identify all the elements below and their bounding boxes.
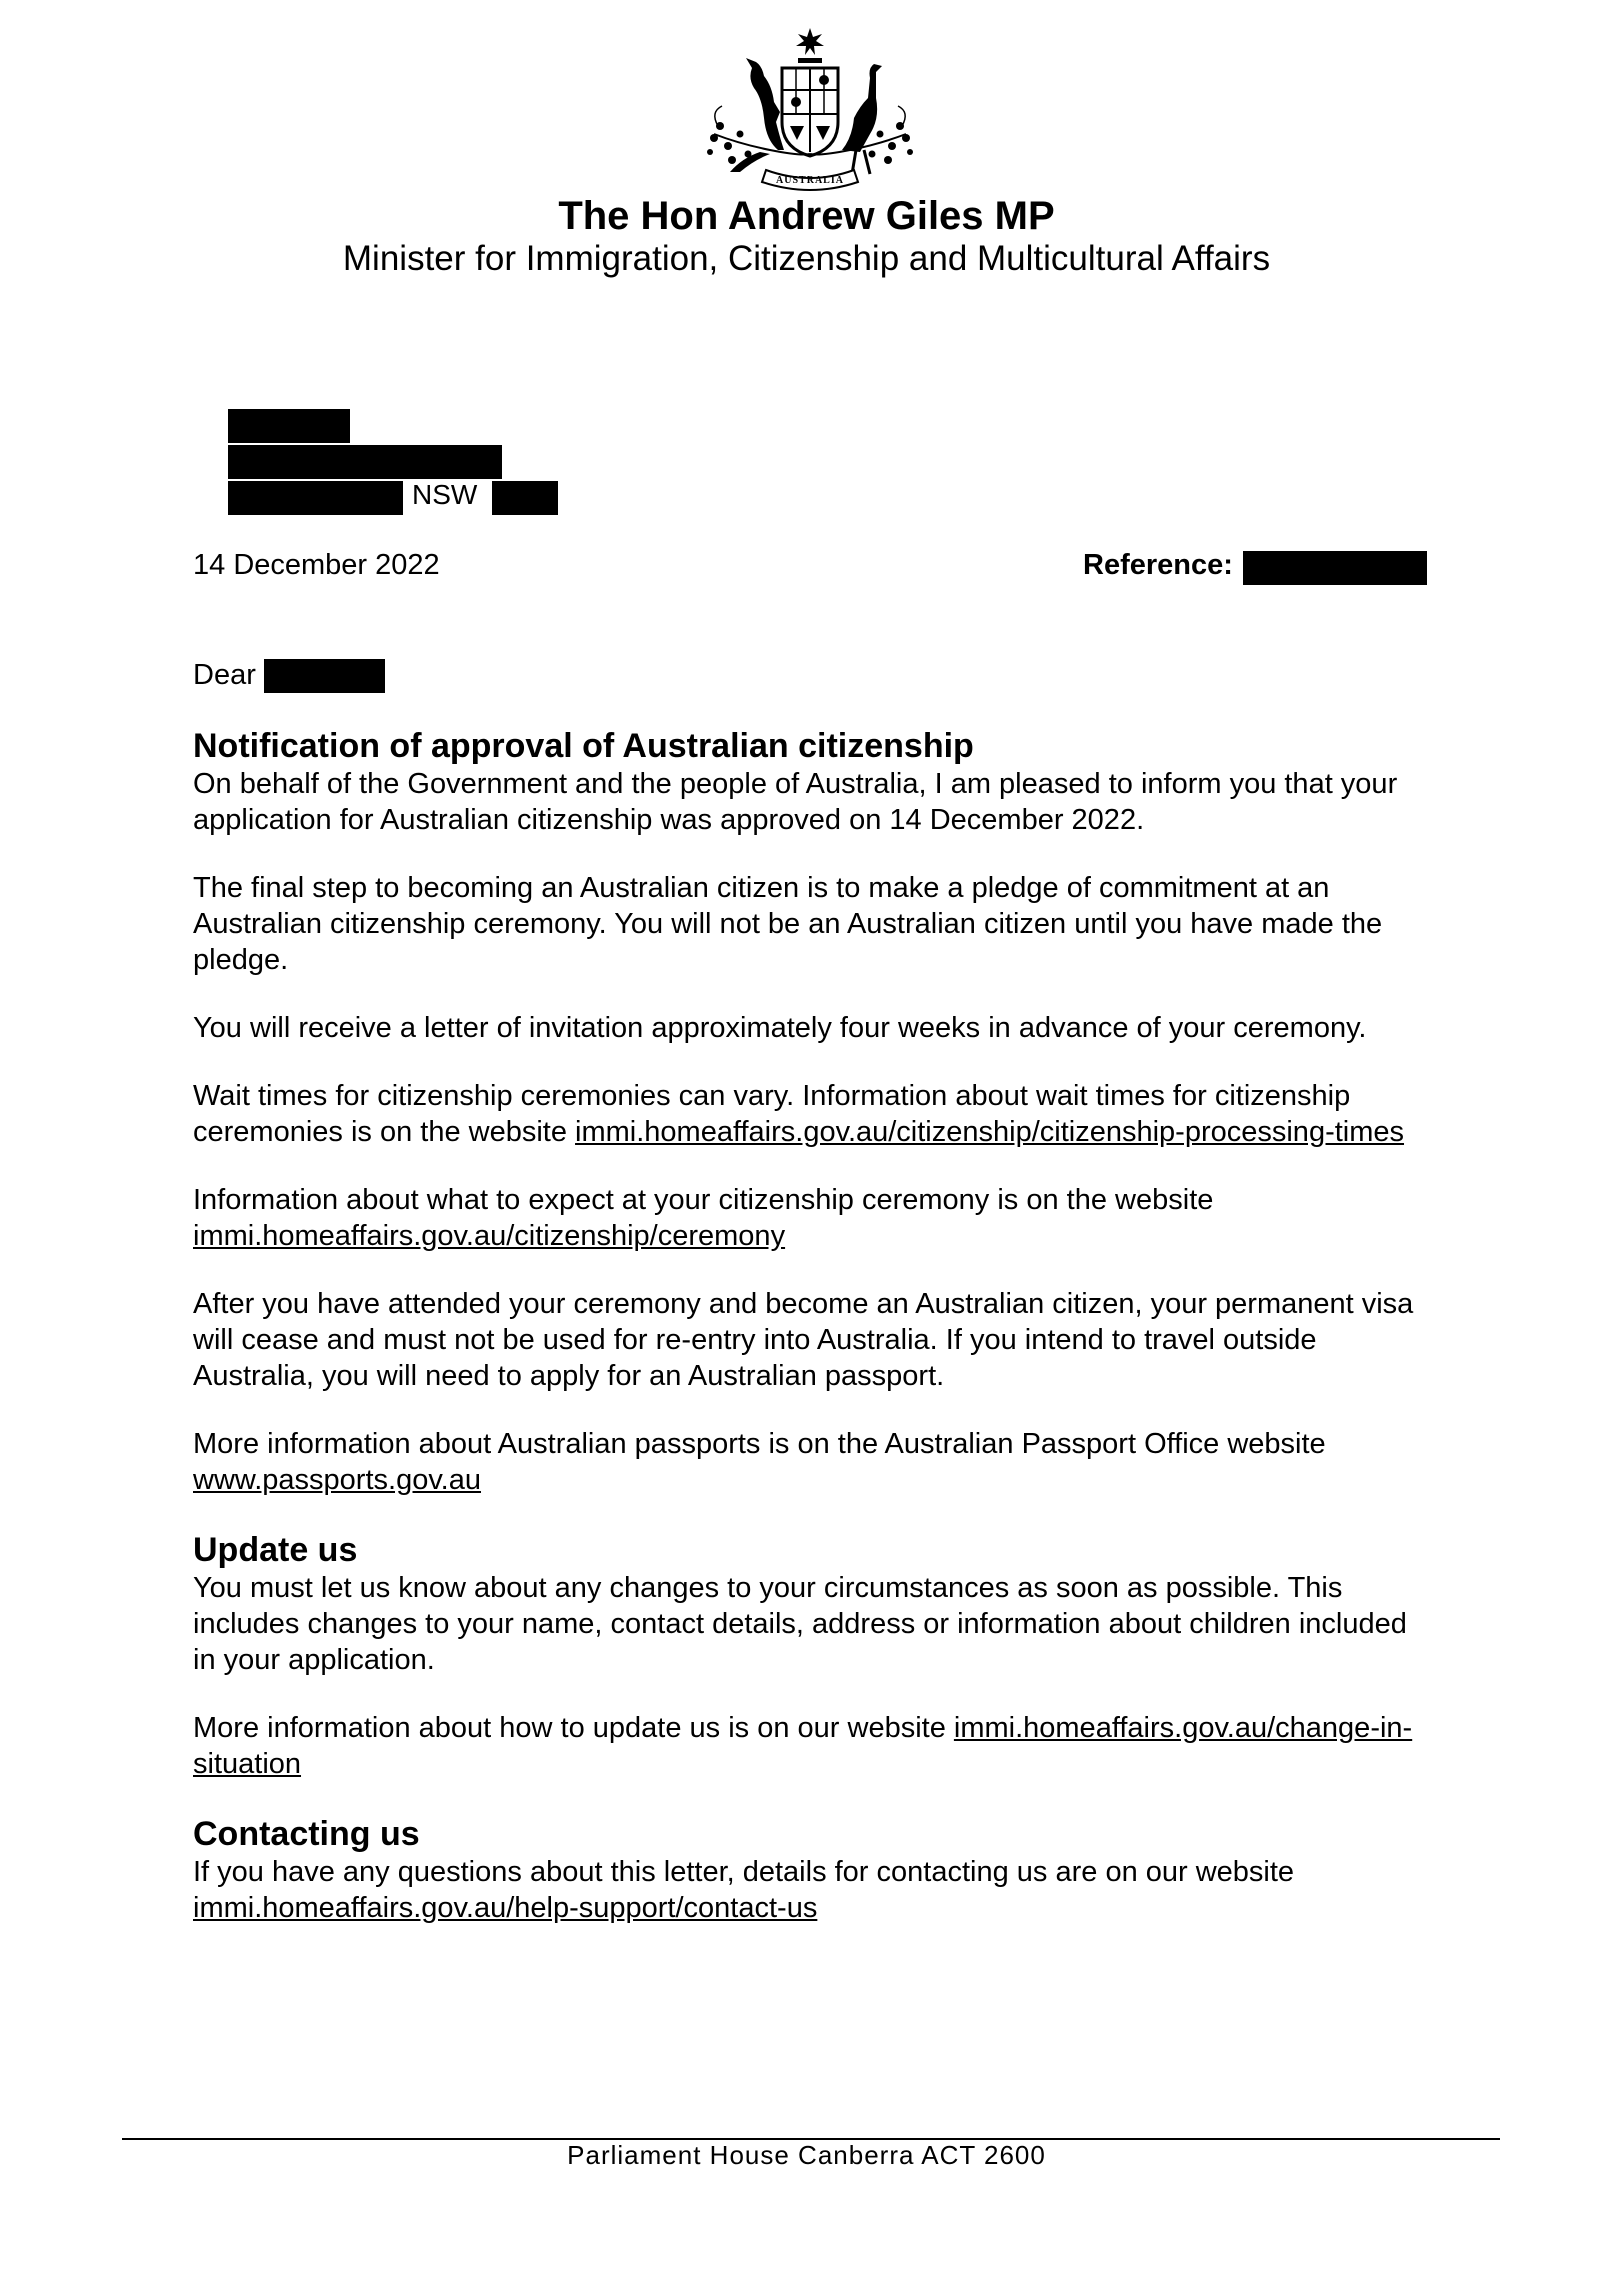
redacted-recipient-name — [264, 659, 385, 693]
update-paragraph-1: You must let us know about any changes to your circumstances as soon as possible. This includes changes to your name, contact details, address or information about children included in your application. — [193, 1572, 1407, 1676]
approval-paragraph-4 — [193, 1078, 1433, 1150]
contact-paragraph-1 — [193, 1854, 1433, 1926]
coat-of-arms-logo — [700, 22, 920, 194]
approval-paragraph-3: You will receive a letter of invitation approximately four weeks in advance of your ceremony. — [193, 1012, 1367, 1044]
approval-paragraph-5 — [193, 1182, 1433, 1254]
letter-body — [193, 726, 1433, 1958]
contact-paragraph-1-text: If you have any questions about this letter, details for contacting us are on our website — [193, 1856, 1295, 1888]
address-state: NSW — [412, 479, 478, 510]
approval-paragraph-5-text: Information about what to expect at your citizenship ceremony is on the website — [193, 1184, 1214, 1216]
redacted-street — [228, 445, 502, 479]
approval-paragraph-4-text: Wait times for citizenship ceremonies can vary. Information about wait times for citizenship ceremonies is on the website — [193, 1080, 1351, 1148]
approval-paragraph-2: The final step to becoming an Australian citizen is to make a pledge of commitment at an Australian citizenship ceremony. You will not be an Australian citizen until you have made the pledge. — [193, 872, 1383, 976]
ceremony-link[interactable]: immi.homeaffairs.gov.au/citizenship/ceremony — [193, 1220, 786, 1252]
crest-banner-text: AUSTRALIA — [776, 175, 844, 186]
update-heading: Update us — [193, 1531, 358, 1569]
minister-title: Minister for Immigration, Citizenship and Multicultural Affairs — [342, 239, 1271, 278]
update-paragraph-2 — [193, 1710, 1433, 1782]
approval-paragraph-1: On behalf of the Government and the people of Australia, I am pleased to inform you that your application for Australian citizenship was approved on 14 December 2022. — [193, 768, 1398, 836]
reference-label: Reference: — [1083, 549, 1233, 581]
approval-paragraph-6: After you have attended your ceremony and become an Australian citizen, your permanent visa will cease and must not be used for re-entry into Australia. If you intend to travel outside Australia, you will need to apply for an Australian passport. — [193, 1288, 1414, 1392]
processing-times-link[interactable]: immi.homeaffairs.gov.au/citizenship/citizenship-processing-times — [575, 1116, 1405, 1148]
contact-us-link[interactable]: immi.homeaffairs.gov.au/help-support/contact-us — [193, 1892, 818, 1924]
redacted-postcode — [492, 481, 558, 515]
salutation: Dear — [193, 659, 256, 691]
footer-address: Parliament House Canberra ACT 2600 — [567, 2140, 1046, 2170]
approval-heading: Notification of approval of Australian citizenship — [193, 727, 974, 765]
approval-paragraph-7-text: More information about Australian passports is on the Australian Passport Office website — [193, 1428, 1326, 1460]
redacted-suburb — [228, 481, 403, 515]
contact-heading: Contacting us — [193, 1815, 420, 1853]
update-paragraph-2-text: More information about how to update us is on our website — [193, 1712, 954, 1744]
change-in-situation-link[interactable]: immi.homeaffairs.gov.au/change-in-situation — [193, 1712, 1413, 1780]
approval-paragraph-7 — [193, 1426, 1433, 1498]
redacted-reference — [1243, 551, 1427, 585]
letter-date: 14 December 2022 — [193, 549, 440, 581]
minister-name: The Hon Andrew Giles MP — [558, 194, 1055, 238]
passports-link[interactable]: www.passports.gov.au — [193, 1464, 481, 1496]
redacted-name — [228, 409, 350, 443]
